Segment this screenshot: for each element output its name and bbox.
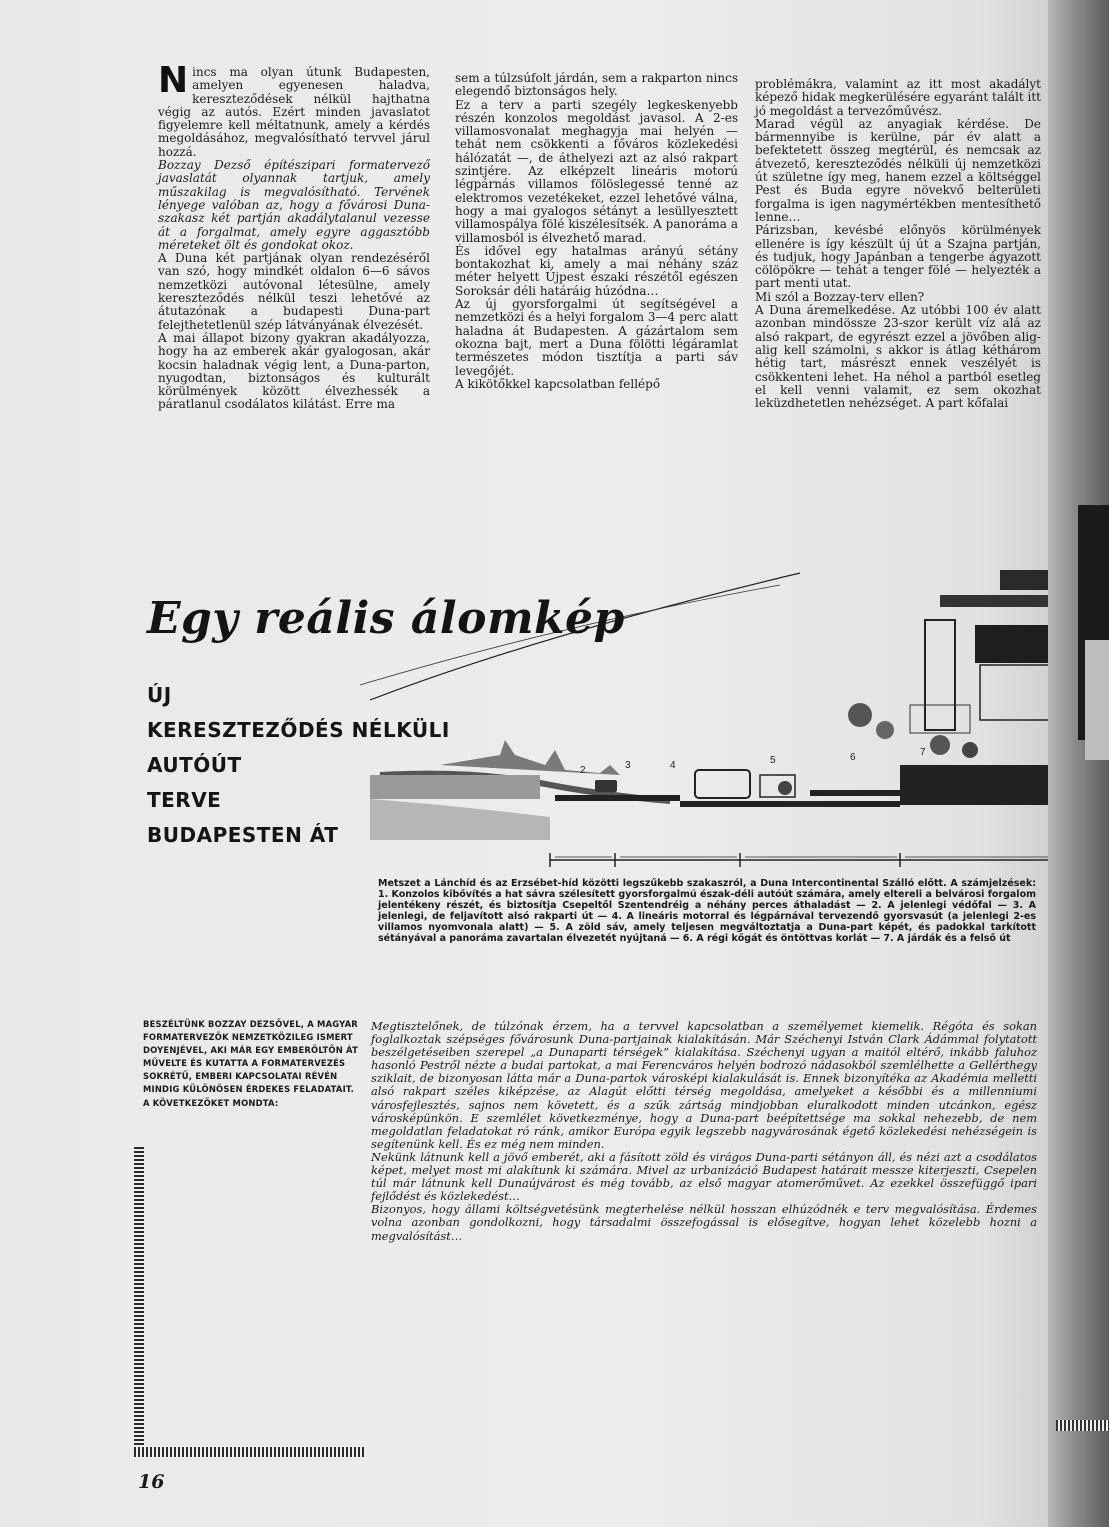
paragraph: A mai állapot bizony gyakran akadályozza, hogy ha az emberek akár gyalogosan, akár kocsin haladnak végig lent, a Duna-parton, nyugodtan, biztonságos és kulturált körülmények között élvezhessék a páratlanul csodálatos kilátást. Erre ma bbox=[158, 330, 430, 412]
headline-title: Egy reális álomkép bbox=[147, 593, 625, 644]
paragraph: Marad végül az anyagiak kérdése. De bármennyibe is kerülne, pár év alatt a befektetett összeg megtérül, és nemcsak az átvezető, kereszteződés nélküli új nemzetközi út születne így meg, hanem ezzel a költséggel Pest és Buda egyre növekvő belterületi forgalma is igen nagymértékben mentesíthető lenne… bbox=[755, 116, 1041, 224]
decorative-frame-bottom bbox=[134, 1447, 366, 1457]
decorative-frame-left bbox=[134, 1146, 144, 1457]
paragraph: És idővel egy hatalmas arányú sétány bontakozhat ki, amely a mai néhány száz méter helyett Újpest északi részétől egészen Soroksár déli határáig húzódna… bbox=[455, 243, 738, 298]
subtitle-line: TERVE bbox=[147, 788, 222, 812]
paragraph: Bizonyos, hogy állami költségvetésünk megterhelése nélkül hosszan elhúzódnék e terv megvalósítása. Érdemes volna azonban gondolkozni, hogy társadalmi összefogással is elősegítve, hogyan lehet közelebb hozni a megvalósítást… bbox=[371, 1202, 1037, 1243]
subtitle-line: BUDAPESTEN ÁT bbox=[147, 823, 339, 847]
paragraph: A Duna áremelkedése. Az utóbbi 100 év alatt azonban mindössze 23-szor került víz alá az alsó rakpart, de egyrészt ezzel a jövőben alig-alig kell számolni, s akkor is átlag kéthárom hétig tart, másrészt ennek veszélyét is csökkenteni lehet. Ha néhol a partból esetleg el kell venni valamit, ez sem okozhat leküzdhetetlen nehézséget. A part kőfalai bbox=[755, 303, 1041, 411]
article-column-3 bbox=[755, 78, 1041, 410]
paragraph: Megtisztelőnek, de túlzónak érzem, ha a tervvel kapcsolatban a személyemet kiemelik. Régóta és sokan foglalkoztak szépséges fővárosunk Duna-partjainak kialakításán. Már Széchenyi István Clark Ádámmal folytatott beszélgetéseiben szerepel „a Dunaparti térségek” kialakítása. Széchenyi ugyan a maitól eltérő, inkább faluhoz hasonló Pestről nézte a budai partokat, a mai Ferencváros helyén bodrozó nádasokból szemlélhette a Gellérthegy sziklait, de bizonyosan látta már a Duna-partok városképi kialakulását is. Ennek bizonyítéka az Akadémia melletti alsó rakpart széles kiképzése, az Alagút előtti térség megoldása, amelyeket a későbbi és a millenniumi városfejlesztés, sajnos nem követett, és a szűk zártság mindjobban eluralkodott minden utcánkon, egész városképünkön. E szemlélet következménye, hogy a Duna-part beépítettsége ma sokkal nehezebb, de nem megoldatlan feladatokat ró ránk, amikor Európa egyik legszebb nagyvárosának égető közlekedési nehézségein is segítenünk kell. És ez még nem minden. bbox=[371, 1019, 1037, 1151]
subtitle-line: AUTÓÚT bbox=[147, 753, 242, 777]
paragraph: Mi szól a Bozzay-terv ellen? bbox=[755, 289, 925, 304]
paragraph: Ez a terv a parti szegély legkeskenyebb részén konzolos megoldást javasol. A 2-es villamosvonalat meghagyja mai helyén — tehát nem csökkenti a főváros közlekedési hálózatát —, de áthelyezi azt az alsó rakpart szintjére. Az elképzelt lineáris motorú légpárnás villamos fölöslegessé tenné az elektromos vezetékeket, ezzel lehetővé válna, hogy a mai gyalogos sétányt a lesüllyesztett villamospálya fölé kiszélesítsék. A panoráma a villamosból is élvezhető marad. bbox=[455, 97, 738, 245]
subtitle-line: ÚJ bbox=[147, 683, 172, 707]
callout-label: 6 bbox=[850, 752, 856, 763]
interview-intro: BESZÉLTÜNK BOZZAY DEZSŐVEL, A MAGYAR FORMATERVEZŐK NEMZETKÖZILEG ISMERT DOYENJÉVEL, AKI MÁR EGY EMBERÖLTŐN ÁT MŰVELTE ÉS KUTATTA A FORMATERVEZÉS SOKRÉTŰ, EMBERI KAPCSOLATAI RÉVÉN MINDIG KÜLÖNÖSEN ÉRDEKES FELADATAIT. A KÖVETKEZŐKET MONDTA: bbox=[143, 1019, 358, 1108]
callout-label: 3 bbox=[625, 760, 631, 771]
page-number: 16 bbox=[138, 1471, 165, 1493]
paragraph: Párizsban, kevésbé előnyös körülmények ellenére is így készült új út a Szajna partján, és tudjuk, hogy Japánban a tengerbe ágyazott cölöpökre — tehát a tenger fölé — helyezték a part menti utat. bbox=[755, 223, 1041, 291]
drop-cap: N bbox=[158, 60, 189, 101]
facing-page-edge bbox=[1048, 0, 1109, 1527]
paragraph: problémákra, valamint az itt most akadályt képező hidak megkerülésére egyaránt talált itt jó megoldást a tervezőművész. bbox=[755, 77, 1041, 118]
headline-subtitle bbox=[147, 678, 450, 853]
paragraph: A kikötőkkel kapcsolatban fellépő bbox=[455, 376, 661, 391]
subtitle-line: KERESZTEZŐDÉS NÉLKÜLI bbox=[147, 718, 450, 742]
article-column-1 bbox=[158, 60, 430, 412]
paragraph: incs ma olyan útunk Budapesten, amelyen egyenesen haladva, kereszteződések nélkül hajthatna végig az autós. Ezért minden javaslatot figyelemre kell méltatnunk, amely a kérdés megoldásához, megvalósítható tervvel járul hozzá. bbox=[158, 65, 430, 159]
callout-label: 5 bbox=[770, 755, 776, 766]
paragraph: sem a túlzsúfolt járdán, sem a rakparton nincs elegendő biztonságos hely. bbox=[455, 71, 738, 99]
paragraph: Az új gyorsforgalmi út segítségével a nemzetközi és a helyi forgalom 3—4 perc alatt haladna át Budapesten. A gázártalom sem okozna bajt, mert a Duna fölötti légáramlat természetes módon tisztítja a parti sáv levegőjét. bbox=[455, 297, 738, 378]
figure-caption: Metszet a Lánchíd és az Erzsébet-híd közötti legszűkebb szakaszról, a Duna Intercontinental Szálló előtt. A számjelzések: 1. Konzolos kibővítés a hat sávra szélesített gyorsforgalmú észak-déli autóút számára, amely eltereli a belvárosi forgalom jelentékeny részét, és biztosítja Csepeltől Szentendréig a néhány perces áthaladást — 2. A jelenlegi védőfal — 3. A jelenlegi, de feljavított alsó rakparti út — 4. A lineáris motorral és légpárnával tervezendő gyorsvasút (a jelenlegi 2-es villamos nyomvonala alatt) — 5. A zöld sáv, amely teljesen megváltoztatja a Duna-part képét, és padokkal tarkított sétányával a panoráma zavartalan élvezetét nyújtaná — 6. A régi kőgát és öntöttvas korlát — 7. A járdák és a felső út bbox=[378, 878, 1036, 944]
article-column-2 bbox=[455, 72, 738, 391]
paragraph: Nekünk látnunk kell a jövő emberét, aki a fásított zöld és virágos Duna-parti sétányon áll, és nézi azt a csodálatos képet, melyet most mi alakítunk ki számára. Mivel az urbanizáció Budapest határait messze kiterjeszti, Csepelen túl már látnunk kell Dunaújvárost és még tovább, az első magyar atomerőművet. Az ezekkel összefüggő ipari fejlődést és közlekedést… bbox=[371, 1149, 1037, 1204]
callout-label: 7 bbox=[920, 747, 926, 758]
callout-label: 4 bbox=[670, 760, 676, 771]
paragraph: Bozzay Dezső építészipari formatervező javaslatát olyannak tartjuk, amely műszakilag is megvalósítható. Tervének lényege valóban az, hogy a fővárosi Duna-szakasz két partján akadálytalanul vezesse át a forgalmat, amely egyre aggasztóbb méreteket ölt és gondokat okoz. bbox=[158, 158, 430, 252]
facing-page-frame bbox=[1056, 1420, 1109, 1431]
facing-page-image-detail bbox=[1085, 640, 1109, 760]
interview-text bbox=[371, 1020, 1037, 1243]
paragraph: A Duna két partjának olyan rendezéséről van szó, hogy mindkét oldalon 6—6 sávos nemzetközi autóvonal létesülne, amely kereszteződés nélkül teszi lehetővé az átutazónak a budapesti Duna-part felejthetetlenül szép látványának élvezését. bbox=[158, 251, 430, 332]
callout-label: 2 bbox=[580, 765, 586, 776]
